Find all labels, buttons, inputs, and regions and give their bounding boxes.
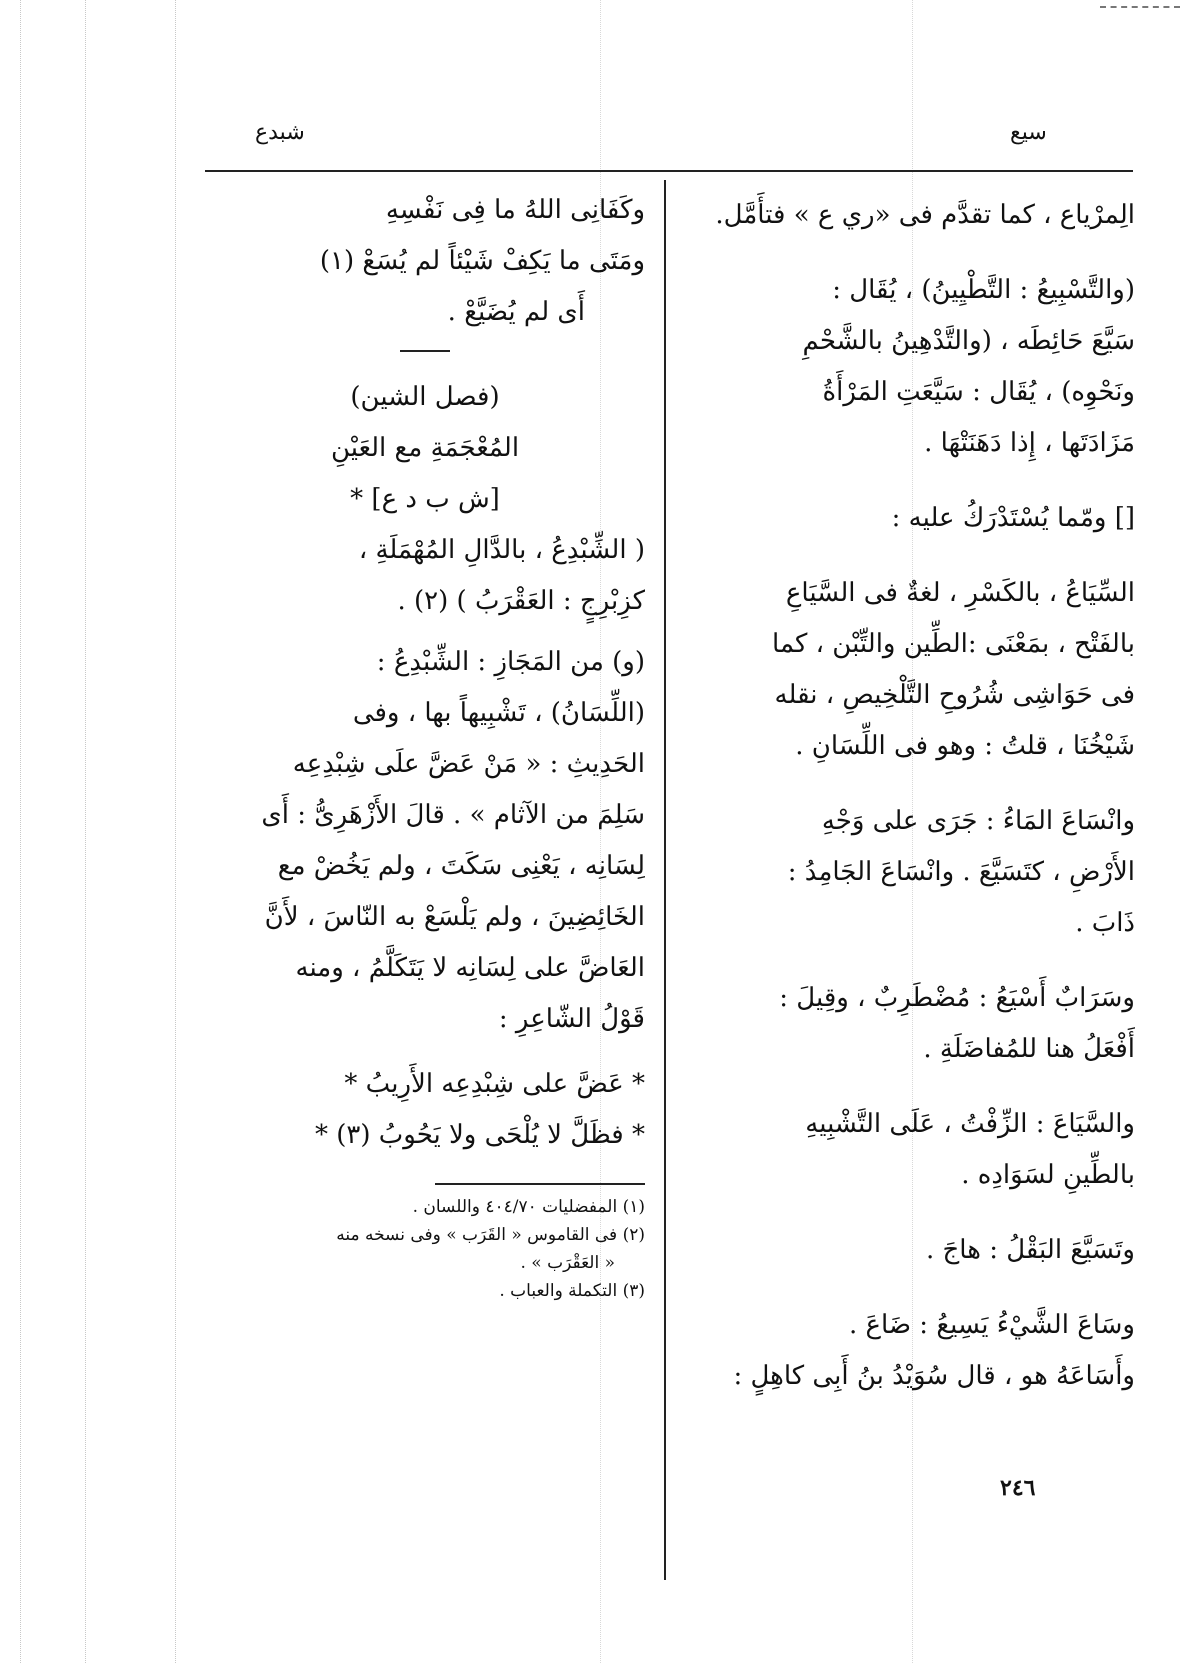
section-separator [400,350,450,352]
text-line: قَوْلُ الشّاعِرِ : [498,1004,645,1034]
section-title: (فصل الشين) [350,382,500,412]
text-line: الخَائِضِينَ ، ولم يَلْسَعْ به النّاسَ ، لأَنَّ [264,902,645,932]
margin-guide [85,0,86,1663]
verse-line: وكَفَانِى اللهُ ما فِى نَفْسِهِ [385,195,645,225]
text-line: كزِبْرِجٍ : العَقْرَبُ ) (٢) . [397,586,645,616]
text-line: لِسَانِه ، يَعْنِى سَكَتَ ، ولم يَخُضْ مع [277,851,645,881]
text-line: ( الشِّبْدِعُ ، بالدَّالِ المُهْمَلَةِ ، [358,535,645,565]
column-divider [664,180,666,1580]
text-line: والسَّيَاعَ : الزِّفْتُ ، عَلَى التَّشْبِيهِ [805,1109,1135,1139]
text-line: وأَسَاعَهُ هو ، قال سُوَيْدُ بنُ أَبِى كاهِلٍ : [733,1361,1135,1391]
header-right-word: سيع [1010,120,1047,145]
margin-guide [175,0,176,1663]
text-line: سَلِمَ من الآثام » . قالَ الأَزْهَرِىُّ : أَى [261,800,645,830]
text-line: العَاضَّ على لِسَانِه لا يَتَكَلَّمُ ، ومنه [295,953,645,983]
text-line: الِمرْياع ، كما تقدَّم فى «ري ع » فتأَمَّل. [715,200,1135,230]
text-line: الأَرْضِ ، كتَسَيَّعَ . وانْسَاعَ الجَامِدُ : [787,857,1135,887]
text-line: ذَابَ . [1075,908,1135,938]
text-line: (اللِّسَانُ) ، تَشْبِيهاً بها ، وفى [352,698,645,728]
page-number: ٢٤٦ [1000,1475,1036,1501]
section-subtitle: المُعْجَمَةِ مع العَيْنِ [330,433,520,463]
text-line: الحَدِيثِ : « مَنْ عَضَّ علَى شِبْدِعِه [292,749,645,779]
verse-line: ومَتَى ما يَكِفْ شَيْئاً لم يُسَعْ (١) [319,246,645,276]
header-left-word: شبدع [255,120,305,145]
text-line: سَيَّعَ حَائِطَه ، (والتَّدْهِينُ بالشَّحْمِ [802,326,1135,356]
scan-edge-mark [1100,6,1180,8]
gloss-line: أَى لم يُضَيَّعْ . [447,297,585,327]
text-line: بالطِّينِ لسَوَادِه . [961,1160,1135,1190]
text-line: بالفَتْح ، بمَعْنَى :الطِّين والتِّبْن ، كما [772,629,1135,659]
left-column [205,185,645,1305]
root-heading: [ش ب د ع] * [350,484,500,514]
text-line: وسَرَابٌ أَسْيَعُ : مُضْطَرِبٌ ، وقِيلَ : [779,983,1135,1013]
text-line: السِّيَاعُ ، بالكَسْرِ ، لغةٌ فى السَّيَاعِ [785,578,1135,608]
text-line: فى حَوَاشِى شُرُوحِ التَّلْخِيصِ ، نقله [774,680,1135,710]
footnote: (١) المفضليات ٤٠٤/٧٠ واللسان . [412,1197,645,1217]
right-column [685,190,1135,1402]
margin-guide [20,0,21,1663]
text-line: [] ومّما يُسْتَدْرَكُ عليه : [891,503,1135,533]
text-line: وسَاعَ الشَّيْءُ يَسِيعُ : ضَاعَ . [849,1310,1135,1340]
text-line: وتَسَيَّعَ البَقْلُ : هاجَ . [925,1235,1135,1265]
text-line: شَيْخُنَا ، قلتُ : وهو فى اللِّسَانِ . [795,731,1135,761]
footnote: (٣) التكملة والعباب . [499,1281,645,1301]
footnote: (٢) فى القاموس « القَرَب » وفى نسخه منه [336,1225,645,1245]
poem-line: * فظَلَّ لا يُلْحَى ولا يَحُوبُ (٣) * [314,1120,645,1150]
text-line: (والتَّسْبِيعُ : التَّطْيِينُ) ، يُقَال : [832,275,1135,305]
text-line: مَزَادَتَها ، إِذا دَهَنَتْهَا . [924,428,1135,458]
footnote-rule [435,1183,645,1185]
text-line: وانْسَاعَ المَاءُ : جَرَى على وَجْهِ [821,806,1135,836]
poem-line: * عَضَّ على شِبْدِعِه الأَرِيبُ * [344,1069,645,1099]
text-line: أَفْعَلُ هنا للمُفاضَلَةِ . [923,1034,1135,1064]
text-line: (و) من المَجَازِ : الشِّبْدِعُ : [376,647,645,677]
text-line: ونَحْوِه) ، يُقَال : سَيَّعَتِ المَرْأَةُ [822,377,1135,407]
footnote: « العَقْرَب » . [520,1253,615,1273]
header-rule [205,170,1133,172]
